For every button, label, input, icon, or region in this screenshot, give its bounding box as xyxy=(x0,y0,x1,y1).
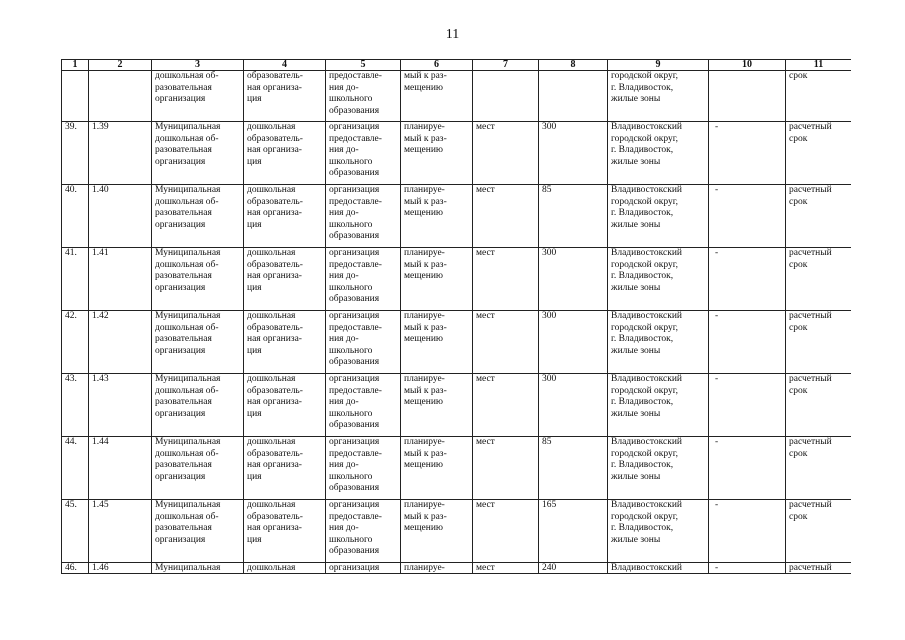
cell-object-name: Муниципальная дошкольная об- разовательная организация xyxy=(152,374,244,437)
cell-unit: мест xyxy=(473,437,539,500)
cell-item-code: 1.43 xyxy=(89,374,152,437)
cell-term: расчетный срок xyxy=(786,122,852,185)
cell-term: расчетный срок xyxy=(786,374,852,437)
cell-object-type: дошкольная образователь- ная организа- ция xyxy=(244,248,326,311)
cell-location: Владивостокский городской округ, г. Владивосток, жилые зоны xyxy=(608,185,709,248)
cell-capacity: 85 xyxy=(539,185,608,248)
cell-object-type: дошкольная образователь- ная организа- ция xyxy=(244,437,326,500)
cell-location: Владивостокский городской округ, г. Владивосток, жилые зоны xyxy=(608,500,709,563)
cell-term: расчетный срок xyxy=(786,437,852,500)
cell-row-number: 39. xyxy=(62,122,89,185)
cell-item-code xyxy=(89,71,152,122)
column-header-6: 6 xyxy=(401,60,473,71)
cell-location: Владивостокский городской округ, г. Владивосток, жилые зоны xyxy=(608,122,709,185)
cell-status: планируе- xyxy=(401,563,473,574)
cell-row-number: 46. xyxy=(62,563,89,574)
cell-object-name: Муниципальная дошкольная об- разовательная организация xyxy=(152,122,244,185)
table-row xyxy=(62,248,852,311)
cell-item-code: 1.41 xyxy=(89,248,152,311)
cell-zone-info: - xyxy=(709,500,786,563)
cell-zone-info: - xyxy=(709,185,786,248)
cell-purpose: организация предоставле- ния до- школьного образования xyxy=(326,185,401,248)
cell-location: Владивостокский городской округ, г. Владивосток, жилые зоны xyxy=(608,311,709,374)
cell-capacity xyxy=(539,71,608,122)
table-row xyxy=(62,122,852,185)
cell-status: планируе- мый к раз- мещению xyxy=(401,500,473,563)
cell-status: планируе- мый к раз- мещению xyxy=(401,437,473,500)
cell-location: Владивостокский xyxy=(608,563,709,574)
cell-item-code: 1.45 xyxy=(89,500,152,563)
column-header-11: 11 xyxy=(786,60,852,71)
cell-object-name: Муниципальная дошкольная об- разовательная организация xyxy=(152,437,244,500)
cell-row-number: 40. xyxy=(62,185,89,248)
cell-status: планируе- мый к раз- мещению xyxy=(401,185,473,248)
column-header-7: 7 xyxy=(473,60,539,71)
cell-term: срок xyxy=(786,71,852,122)
cell-object-name: Муниципальная дошкольная об- разовательная организация xyxy=(152,500,244,563)
cell-object-type: дошкольная образователь- ная организа- ция xyxy=(244,374,326,437)
cell-purpose: организация предоставле- ния до- школьного образования xyxy=(326,311,401,374)
cell-unit: мест xyxy=(473,185,539,248)
cell-zone-info: - xyxy=(709,122,786,185)
cell-unit: мест xyxy=(473,122,539,185)
cell-zone-info: - xyxy=(709,248,786,311)
table-row-continued xyxy=(62,71,852,122)
cell-zone-info: - xyxy=(709,437,786,500)
table-row xyxy=(62,311,852,374)
cell-object-type: дошкольная образователь- ная организа- ция xyxy=(244,185,326,248)
cell-status: планируе- мый к раз- мещению xyxy=(401,122,473,185)
cell-row-number: 43. xyxy=(62,374,89,437)
cell-object-name: Муниципальная xyxy=(152,563,244,574)
cell-location: городской округ, г. Владивосток, жилые зоны xyxy=(608,71,709,122)
cell-term: расчетный срок xyxy=(786,248,852,311)
cell-unit: мест xyxy=(473,374,539,437)
cell-zone-info: - xyxy=(709,311,786,374)
cell-term: расчетный срок xyxy=(786,311,852,374)
cell-capacity: 300 xyxy=(539,311,608,374)
column-header-1: 1 xyxy=(62,60,89,71)
column-header-9: 9 xyxy=(608,60,709,71)
page-number: 11 xyxy=(445,27,460,42)
cell-status: планируе- мый к раз- мещению xyxy=(401,248,473,311)
cell-row-number: 41. xyxy=(62,248,89,311)
cell-term: расчетный xyxy=(786,563,852,574)
column-header-3: 3 xyxy=(152,60,244,71)
cell-capacity: 300 xyxy=(539,374,608,437)
cell-zone-info xyxy=(709,71,786,122)
cell-item-code: 1.42 xyxy=(89,311,152,374)
cell-object-type: образователь- ная организа- ция xyxy=(244,71,326,122)
cell-term: расчетный срок xyxy=(786,185,852,248)
cell-unit: мест xyxy=(473,500,539,563)
cell-object-name: дошкольная об- разовательная организация xyxy=(152,71,244,122)
column-header-4: 4 xyxy=(244,60,326,71)
cell-unit xyxy=(473,71,539,122)
cell-row-number: 44. xyxy=(62,437,89,500)
table-row xyxy=(62,185,852,248)
cell-object-name: Муниципальная дошкольная об- разовательная организация xyxy=(152,248,244,311)
table-row xyxy=(62,437,852,500)
cell-capacity: 300 xyxy=(539,248,608,311)
cell-object-name: Муниципальная дошкольная об- разовательная организация xyxy=(152,185,244,248)
cell-zone-info: - xyxy=(709,563,786,574)
cell-object-type: дошкольная образователь- ная организа- ция xyxy=(244,122,326,185)
table-row-last xyxy=(62,563,852,574)
column-header-8: 8 xyxy=(539,60,608,71)
cell-purpose: предоставле- ния до- школьного образования xyxy=(326,71,401,122)
cell-capacity: 240 xyxy=(539,563,608,574)
cell-unit: мест xyxy=(473,248,539,311)
cell-item-code: 1.44 xyxy=(89,437,152,500)
cell-row-number: 42. xyxy=(62,311,89,374)
cell-capacity: 165 xyxy=(539,500,608,563)
cell-capacity: 85 xyxy=(539,437,608,500)
table-row xyxy=(62,500,852,563)
cell-location: Владивостокский городской округ, г. Владивосток, жилые зоны xyxy=(608,374,709,437)
cell-term: расчетный срок xyxy=(786,500,852,563)
cell-status: планируе- мый к раз- мещению xyxy=(401,374,473,437)
cell-purpose: организация xyxy=(326,563,401,574)
cell-item-code: 1.39 xyxy=(89,122,152,185)
cell-zone-info: - xyxy=(709,374,786,437)
cell-row-number xyxy=(62,71,89,122)
header-row xyxy=(62,60,852,71)
cell-status: планируе- мый к раз- мещению xyxy=(401,311,473,374)
cell-object-type: дошкольная образователь- ная организа- ция xyxy=(244,311,326,374)
cell-purpose: организация предоставле- ния до- школьного образования xyxy=(326,248,401,311)
column-header-2: 2 xyxy=(89,60,152,71)
cell-object-name: Муниципальная дошкольная об- разовательная организация xyxy=(152,311,244,374)
cell-location: Владивостокский городской округ, г. Владивосток, жилые зоны xyxy=(608,437,709,500)
cell-purpose: организация предоставле- ния до- школьного образования xyxy=(326,374,401,437)
cell-item-code: 1.40 xyxy=(89,185,152,248)
cell-purpose: организация предоставле- ния до- школьного образования xyxy=(326,437,401,500)
cell-row-number: 45. xyxy=(62,500,89,563)
cell-status: мый к раз- мещению xyxy=(401,71,473,122)
cell-unit: мест xyxy=(473,311,539,374)
objects-table xyxy=(61,59,851,574)
table-row xyxy=(62,374,852,437)
cell-purpose: организация предоставле- ния до- школьного образования xyxy=(326,122,401,185)
cell-object-type: дошкольная образователь- ная организа- ция xyxy=(244,500,326,563)
column-header-5: 5 xyxy=(326,60,401,71)
cell-object-type: дошкольная xyxy=(244,563,326,574)
objects-table-container xyxy=(61,59,851,576)
cell-purpose: организация предоставле- ния до- школьного образования xyxy=(326,500,401,563)
cell-location: Владивостокский городской округ, г. Владивосток, жилые зоны xyxy=(608,248,709,311)
column-header-10: 10 xyxy=(709,60,786,71)
cell-item-code: 1.46 xyxy=(89,563,152,574)
cell-unit: мест xyxy=(473,563,539,574)
cell-capacity: 300 xyxy=(539,122,608,185)
